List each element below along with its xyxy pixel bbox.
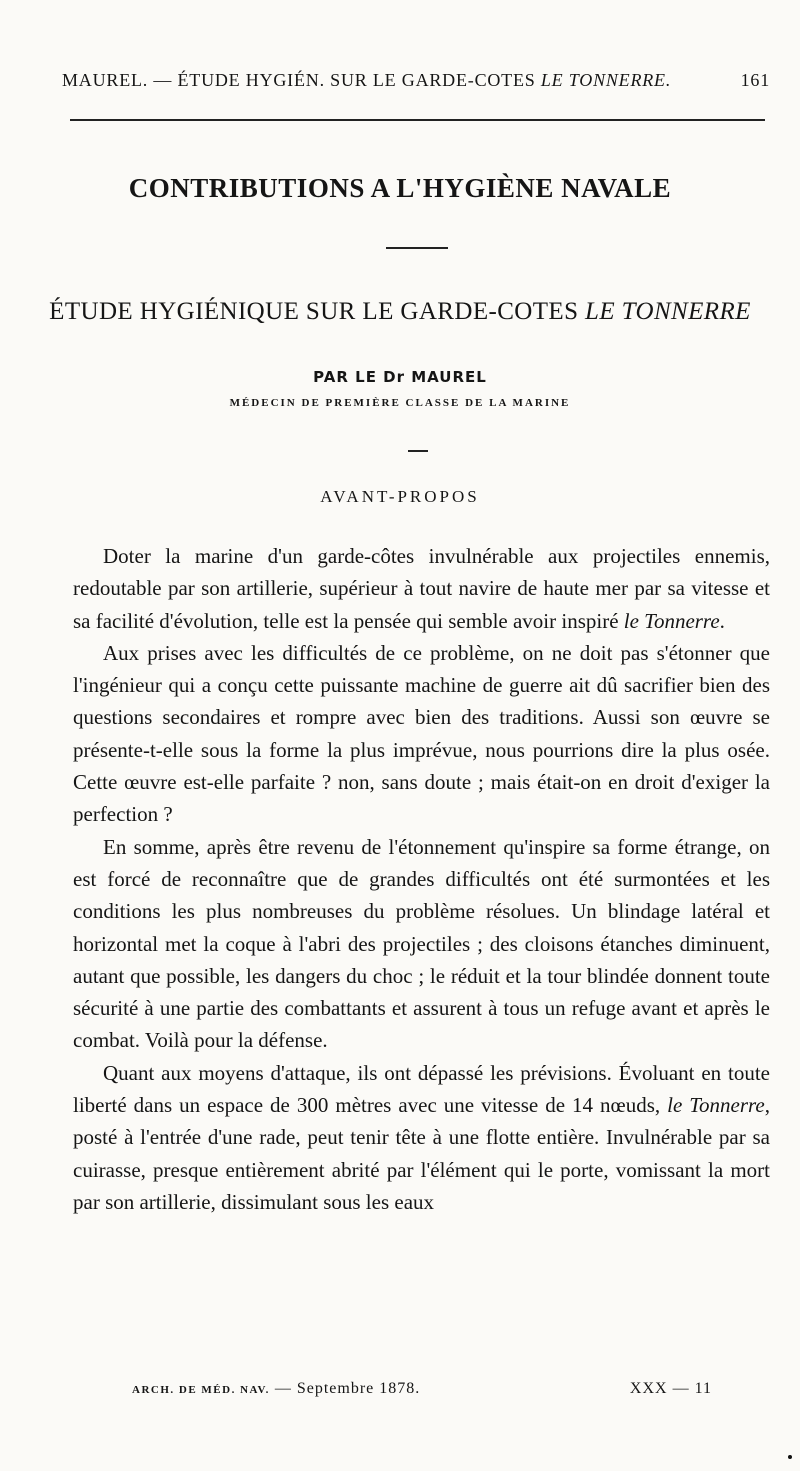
text-run: .: [719, 608, 725, 633]
text-run: Aux prises avec les difficultés de ce problème, on ne doit pas s'étonner que l'ingénieur qui a conçu cette puissante machine de guerre ait dû sacrifier bien des questions secondaires et rompre avec bien des traditions. Aussi son œuvre se présente-t-elle sous la forme la plus imprévue, nous pourrions dire la plus osée. Cette œuvre est-elle parfaite ? non, sans doute ; mais était-on en droit d'exiger la perfection ?: [73, 640, 770, 827]
footer-journal-date: ARCH. DE MÉD. NAV. — Septembre 1878.: [132, 1380, 421, 1397]
italic-run: le Tonnerre: [623, 608, 720, 633]
header-rule: [70, 119, 765, 121]
author-role: MÉDECIN DE PREMIÈRE CLASSE DE LA MARINE: [229, 397, 571, 409]
signature-mark: XXX — 11: [629, 1380, 712, 1397]
body-text: [73, 540, 770, 1218]
paragraph: [73, 637, 770, 831]
text-run: En somme, après être revenu de l'étonnement qu'inspire sa forme étrange, on est forcé de reconnaître que de grandes difficultés ont été surmontées et les conditions les plus nombreuses du problème résolues. Un blindage latéral et horizontal met la coque à l'abri des projectiles ; des cloisons étanches diminuent, autant que possible, les dangers du choc ; le réduit et la tour blindée donnent toute sécurité à une partie des combattants et assurent à tous un refuge avant et après le combat. Voilà pour la défense.: [73, 834, 770, 1053]
paragraph: [73, 540, 770, 637]
italic-run: le Tonnerre: [667, 1093, 765, 1118]
ink-speck: [788, 1455, 792, 1459]
section-separator: [408, 450, 428, 452]
series-title: CONTRIBUTIONS A L'HYGIÈNE NAVALE: [128, 173, 672, 203]
text-run: Quant aux moyens d'attaque, ils ont dépassé les prévisions. Évoluant en toute liberté dans un espace de 300 mètres avec une vitesse de 14 nœuds,: [73, 1060, 770, 1118]
page-number: 161: [740, 70, 770, 90]
section-heading: AVANT-PROPOS: [320, 487, 480, 506]
paragraph: [73, 1057, 770, 1218]
article-title: ÉTUDE HYGIÉNIQUE SUR LE GARDE-COTES LE TONNERRE: [49, 298, 751, 325]
author-byline: PAR LE Dr MAUREL: [313, 368, 487, 386]
page-footer: [132, 1380, 712, 1398]
running-head-title: MAUREL. — ÉTUDE HYGIÉN. SUR LE GARDE-COTES LE TONNERRE.: [62, 70, 672, 90]
text-run: Doter la marine d'un garde-côtes invulnérable aux projectiles ennemis, redoutable par son artillerie, supérieur à tout navire de haute mer par sa vitesse et sa facilité d'évolution, telle est la pensée qui semble avoir inspiré: [73, 544, 770, 633]
text-run: , posté à l'entrée d'une rade, peut tenir tête à une flotte entière. Invulnérable par sa cuirasse, presque entièrement abrité par l'élément qui le porte, vomissant la mort par son artillerie, dissimulant sous les eaux: [73, 1093, 770, 1214]
title-separator: [386, 247, 448, 249]
paragraph: [73, 831, 770, 1057]
running-head: [62, 70, 770, 91]
